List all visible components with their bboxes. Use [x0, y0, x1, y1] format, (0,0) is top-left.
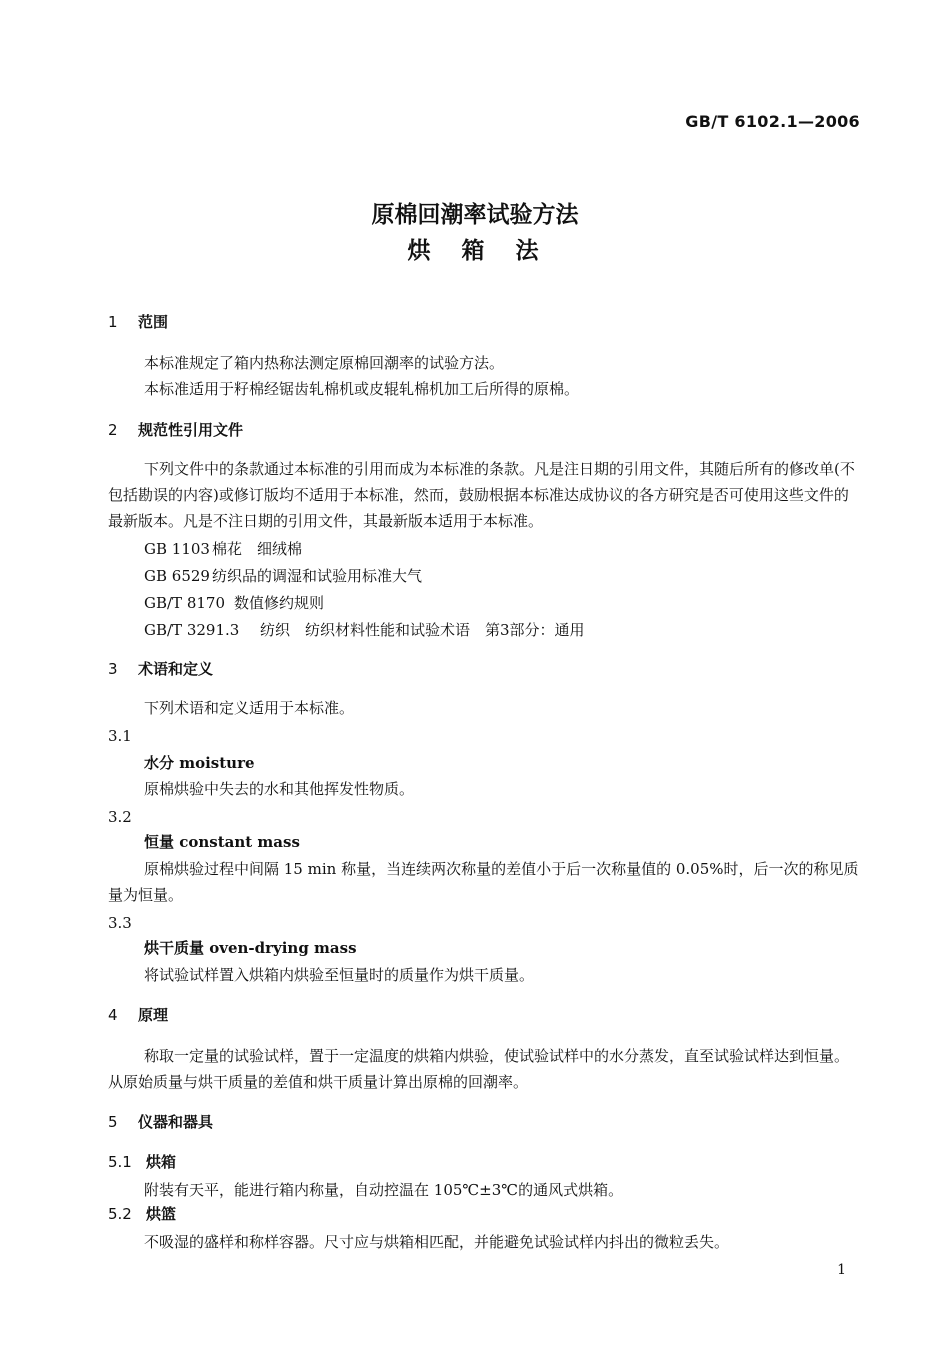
document-title: 原棉回潮率试验方法	[371, 202, 579, 228]
standard-code: GB/T 6102.1—2006	[685, 112, 860, 131]
subsection-5-1-paragraph: 附装有天平，能进行箱内称量，自动控温在 105℃±3℃的通风式烘箱。	[144, 1181, 624, 1199]
subsection-5-2-heading	[108, 1203, 176, 1224]
section-title: 术语和定义	[138, 660, 214, 678]
term-definition: 原棉烘验中失去的水和其他挥发性物质。	[144, 780, 415, 798]
reference-title: 数值修约规则	[234, 594, 325, 612]
subsection-title: 烘箱	[146, 1153, 177, 1171]
reference-code: GB 1103	[144, 540, 210, 558]
reference-item	[144, 590, 324, 616]
section-3-paragraph-1: 下列术语和定义适用于本标准。	[144, 699, 355, 717]
term-number: 3.3	[108, 914, 132, 932]
section-number: 1	[108, 313, 118, 331]
section-4-paragraph-1: 称取一定量的试验试样，置于一定温度的烘箱内烘验，使试验试样中的水分蒸发，直至试验试样达到恒量。从原始质量与烘干质量的差值和烘干质量计算出原棉的回潮率。	[108, 1047, 850, 1091]
reference-title: 棉花 细绒棉	[212, 540, 303, 558]
section-5-heading	[108, 1111, 213, 1132]
section-title: 范围	[138, 313, 169, 331]
section-1-paragraph-2: 本标准适用于籽棉经锯齿轧棉机或皮辊轧棉机加工后所得的原棉。	[144, 380, 580, 398]
reference-item	[144, 563, 422, 589]
term-name: 恒量 constant mass	[144, 833, 300, 851]
term-number: 3.2	[108, 808, 132, 826]
section-number: 5	[108, 1113, 118, 1131]
section-2-paragraph-1: 下列文件中的条款通过本标准的引用而成为本标准的条款。凡是注日期的引用文件，其随后所有的修改单(不包括勘误的内容)或修订版均不适用于本标准，然而，鼓励根据本标准达成协议的各方研究是否可使用这些文件的最新版本。凡是不注日期的引用文件，其最新版本适用于本标准。	[108, 460, 855, 530]
term-definition: 原棉烘验过程中间隔 15 min 称量，当连续两次称量的差值小于后一次称量值的 0.05%时，后一次的称见质量为恒量。	[108, 860, 859, 904]
reference-item	[144, 617, 585, 643]
subsection-title: 烘篮	[146, 1205, 177, 1223]
section-number: 3	[108, 660, 118, 678]
term-name: 水分 moisture	[144, 754, 255, 772]
subsection-5-1-heading	[108, 1151, 176, 1172]
section-2-heading	[108, 419, 243, 440]
page-number: 1	[837, 1262, 846, 1278]
reference-code: GB/T 3291.3	[144, 621, 240, 639]
section-4-heading	[108, 1004, 168, 1025]
reference-item	[144, 536, 302, 562]
term-number: 3.1	[108, 727, 132, 745]
subsection-number: 5.2	[108, 1205, 132, 1223]
reference-code: GB 6529	[144, 567, 210, 585]
section-number: 2	[108, 421, 118, 439]
reference-title: 纺织 纺织材料性能和试验术语 第3部分：通用	[260, 621, 585, 639]
term-name: 烘干质量 oven-drying mass	[144, 939, 357, 957]
subsection-number: 5.1	[108, 1153, 132, 1171]
section-1-paragraph-1: 本标准规定了箱内热称法测定原棉回潮率的试验方法。	[144, 354, 505, 372]
section-title: 规范性引用文件	[138, 421, 244, 439]
reference-code: GB/T 8170	[144, 594, 226, 612]
section-3-heading	[108, 658, 213, 679]
section-title: 仪器和器具	[138, 1113, 214, 1131]
section-title: 原理	[138, 1006, 169, 1024]
subsection-5-2-paragraph: 不吸湿的盛样和称样容器。尺寸应与烘箱相匹配，并能避免试验试样内抖出的微粒丢失。	[144, 1233, 730, 1251]
section-1-heading	[108, 311, 168, 332]
reference-title: 纺织品的调湿和试验用标准大气	[212, 567, 423, 585]
document-subtitle: 烘 箱 法	[407, 238, 543, 264]
term-definition: 将试验试样置入烘箱内烘验至恒量时的质量作为烘干质量。	[144, 966, 535, 984]
section-number: 4	[108, 1006, 118, 1024]
